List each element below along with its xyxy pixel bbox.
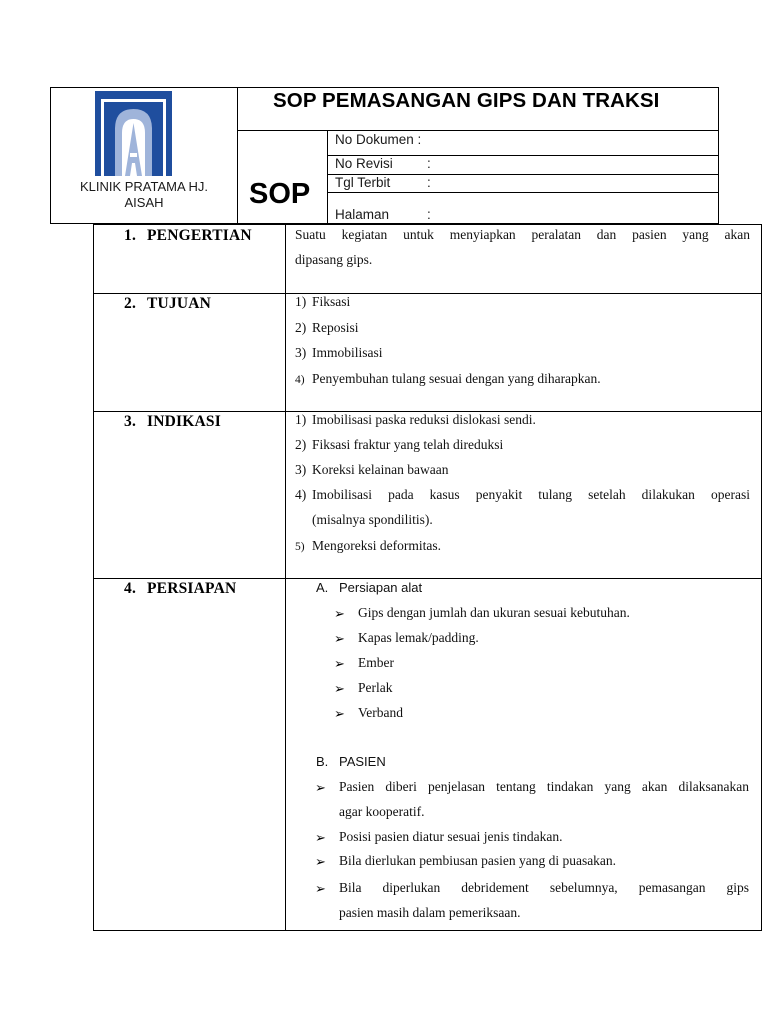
clinic-name xyxy=(51,179,237,211)
item-text: Penyembuhan tulang sesuai dengan yang diharapkan. xyxy=(312,371,601,386)
clinic-logo xyxy=(95,91,172,176)
section-title: PENGERTIAN xyxy=(147,227,252,244)
item-text: Imobilisasi pada kasus penyakit tulang setelah dilakukan operasi xyxy=(312,487,750,502)
list-item: Bila diperlukan debridement sebelumnya, pemasangan gips xyxy=(339,880,749,895)
meta-no-revisi xyxy=(328,156,718,175)
item-text: Koreksi kelainan bawaan xyxy=(312,462,449,477)
sop-label: SOP xyxy=(249,178,311,210)
arrow-bullet-icon: ➢ xyxy=(334,706,345,721)
item-number: 1) xyxy=(295,294,307,309)
meta-label: No Revisi xyxy=(335,156,393,171)
list-item: Bila dierlukan pembiusan pasien yang di puasakan. xyxy=(339,853,617,868)
section-number: 3. xyxy=(124,413,137,430)
item-text: Immobilisasi xyxy=(312,345,383,360)
document-title: SOP PEMASANGAN GIPS DAN TRAKSI xyxy=(273,89,660,112)
item-text: Reposisi xyxy=(312,320,359,335)
item-number: 3) xyxy=(295,462,307,477)
subsection-a-title: Persiapan alat xyxy=(339,580,423,595)
title-row xyxy=(238,88,718,131)
arrow-bullet-icon: ➢ xyxy=(315,780,326,795)
list-item: Kapas lemak/padding. xyxy=(358,630,479,645)
list-item xyxy=(295,437,503,453)
list-item xyxy=(295,320,359,336)
list-item: Pasien diberi penjelasan tentang tindakan yang akan dilaksanakan xyxy=(339,779,749,794)
list-item xyxy=(295,294,350,310)
meta-label: Tgl Terbit xyxy=(335,175,391,190)
meta-halaman xyxy=(328,193,718,223)
logo-cell xyxy=(51,88,238,223)
list-item-continuation: agar kooperatif. xyxy=(339,804,425,819)
section-heading-tujuan xyxy=(124,295,211,313)
document-header xyxy=(50,87,719,224)
item-text: Fiksasi xyxy=(312,294,351,309)
item-number: 3) xyxy=(295,345,307,360)
list-item-continuation: pasien masih dalam pemeriksaan. xyxy=(339,905,521,920)
meta-colon: : xyxy=(427,207,431,222)
item-number: 2) xyxy=(295,320,307,335)
meta-label: No Dokumen : xyxy=(335,132,422,147)
section-heading-indikasi xyxy=(124,413,221,431)
list-item: Perlak xyxy=(358,680,393,695)
item-text: Fiksasi fraktur yang telah direduksi xyxy=(312,437,504,452)
item-text: Mengoreksi deformitas. xyxy=(312,538,441,553)
list-item xyxy=(295,371,601,387)
meta-no-dokumen xyxy=(328,131,718,156)
arrow-bullet-icon: ➢ xyxy=(315,830,326,845)
arrow-bullet-icon: ➢ xyxy=(315,881,326,896)
arrow-bullet-icon: ➢ xyxy=(334,606,345,621)
list-item: Gips dengan jumlah dan ukuran sesuai kebutuhan. xyxy=(358,605,630,620)
pengertian-line-2: dipasang gips. xyxy=(295,252,373,267)
meta-tgl-terbit xyxy=(328,175,718,193)
section-number: 2. xyxy=(124,295,137,312)
sop-content-table xyxy=(93,224,762,931)
list-item-continuation: (misalnya spondilitis). xyxy=(312,512,433,527)
arrow-bullet-icon: ➢ xyxy=(334,681,345,696)
section-title: PERSIAPAN xyxy=(147,580,237,597)
arrow-bullet-icon: ➢ xyxy=(334,656,345,671)
list-item xyxy=(295,487,750,503)
item-number: 1) xyxy=(295,412,307,427)
item-number: 5) xyxy=(295,541,305,553)
list-item xyxy=(295,412,536,428)
list-item: Posisi pasien diatur sesuai jenis tindakan. xyxy=(339,829,563,844)
arrow-bullet-icon: ➢ xyxy=(315,854,326,869)
meta-colon: : xyxy=(427,175,431,190)
item-number: 4) xyxy=(295,487,307,502)
section-title: TUJUAN xyxy=(147,295,212,312)
item-text: Imobilisasi paska reduksi dislokasi sendi. xyxy=(312,412,536,427)
row-divider xyxy=(94,293,761,294)
subsection-a-label: A. xyxy=(316,580,329,595)
arrow-bullet-icon: ➢ xyxy=(334,631,345,646)
row-divider xyxy=(94,578,761,579)
item-number: 4) xyxy=(295,374,305,386)
section-heading-pengertian xyxy=(124,227,252,245)
section-number: 1. xyxy=(124,227,137,244)
list-item: Ember xyxy=(358,655,394,670)
section-heading-persiapan xyxy=(124,580,236,598)
clinic-name-line1: KLINIK PRATAMA HJ. xyxy=(79,179,209,194)
list-item xyxy=(295,538,441,554)
sop-cell xyxy=(238,131,328,223)
list-item: Verband xyxy=(358,705,403,720)
list-item xyxy=(295,462,448,478)
meta-colon: : xyxy=(427,156,431,171)
subsection-b-label: B. xyxy=(316,754,329,769)
section-title: INDIKASI xyxy=(147,413,221,430)
clinic-name-line2: AISAH xyxy=(124,195,164,210)
subsection-b-title: PASIEN xyxy=(339,754,386,769)
pengertian-line-1: Suatu kegiatan untuk menyiapkan peralatan dan pasien yang akan xyxy=(295,227,750,242)
list-item xyxy=(295,345,383,361)
item-number: 2) xyxy=(295,437,307,452)
section-number: 4. xyxy=(124,580,137,597)
meta-label: Halaman xyxy=(335,207,390,222)
